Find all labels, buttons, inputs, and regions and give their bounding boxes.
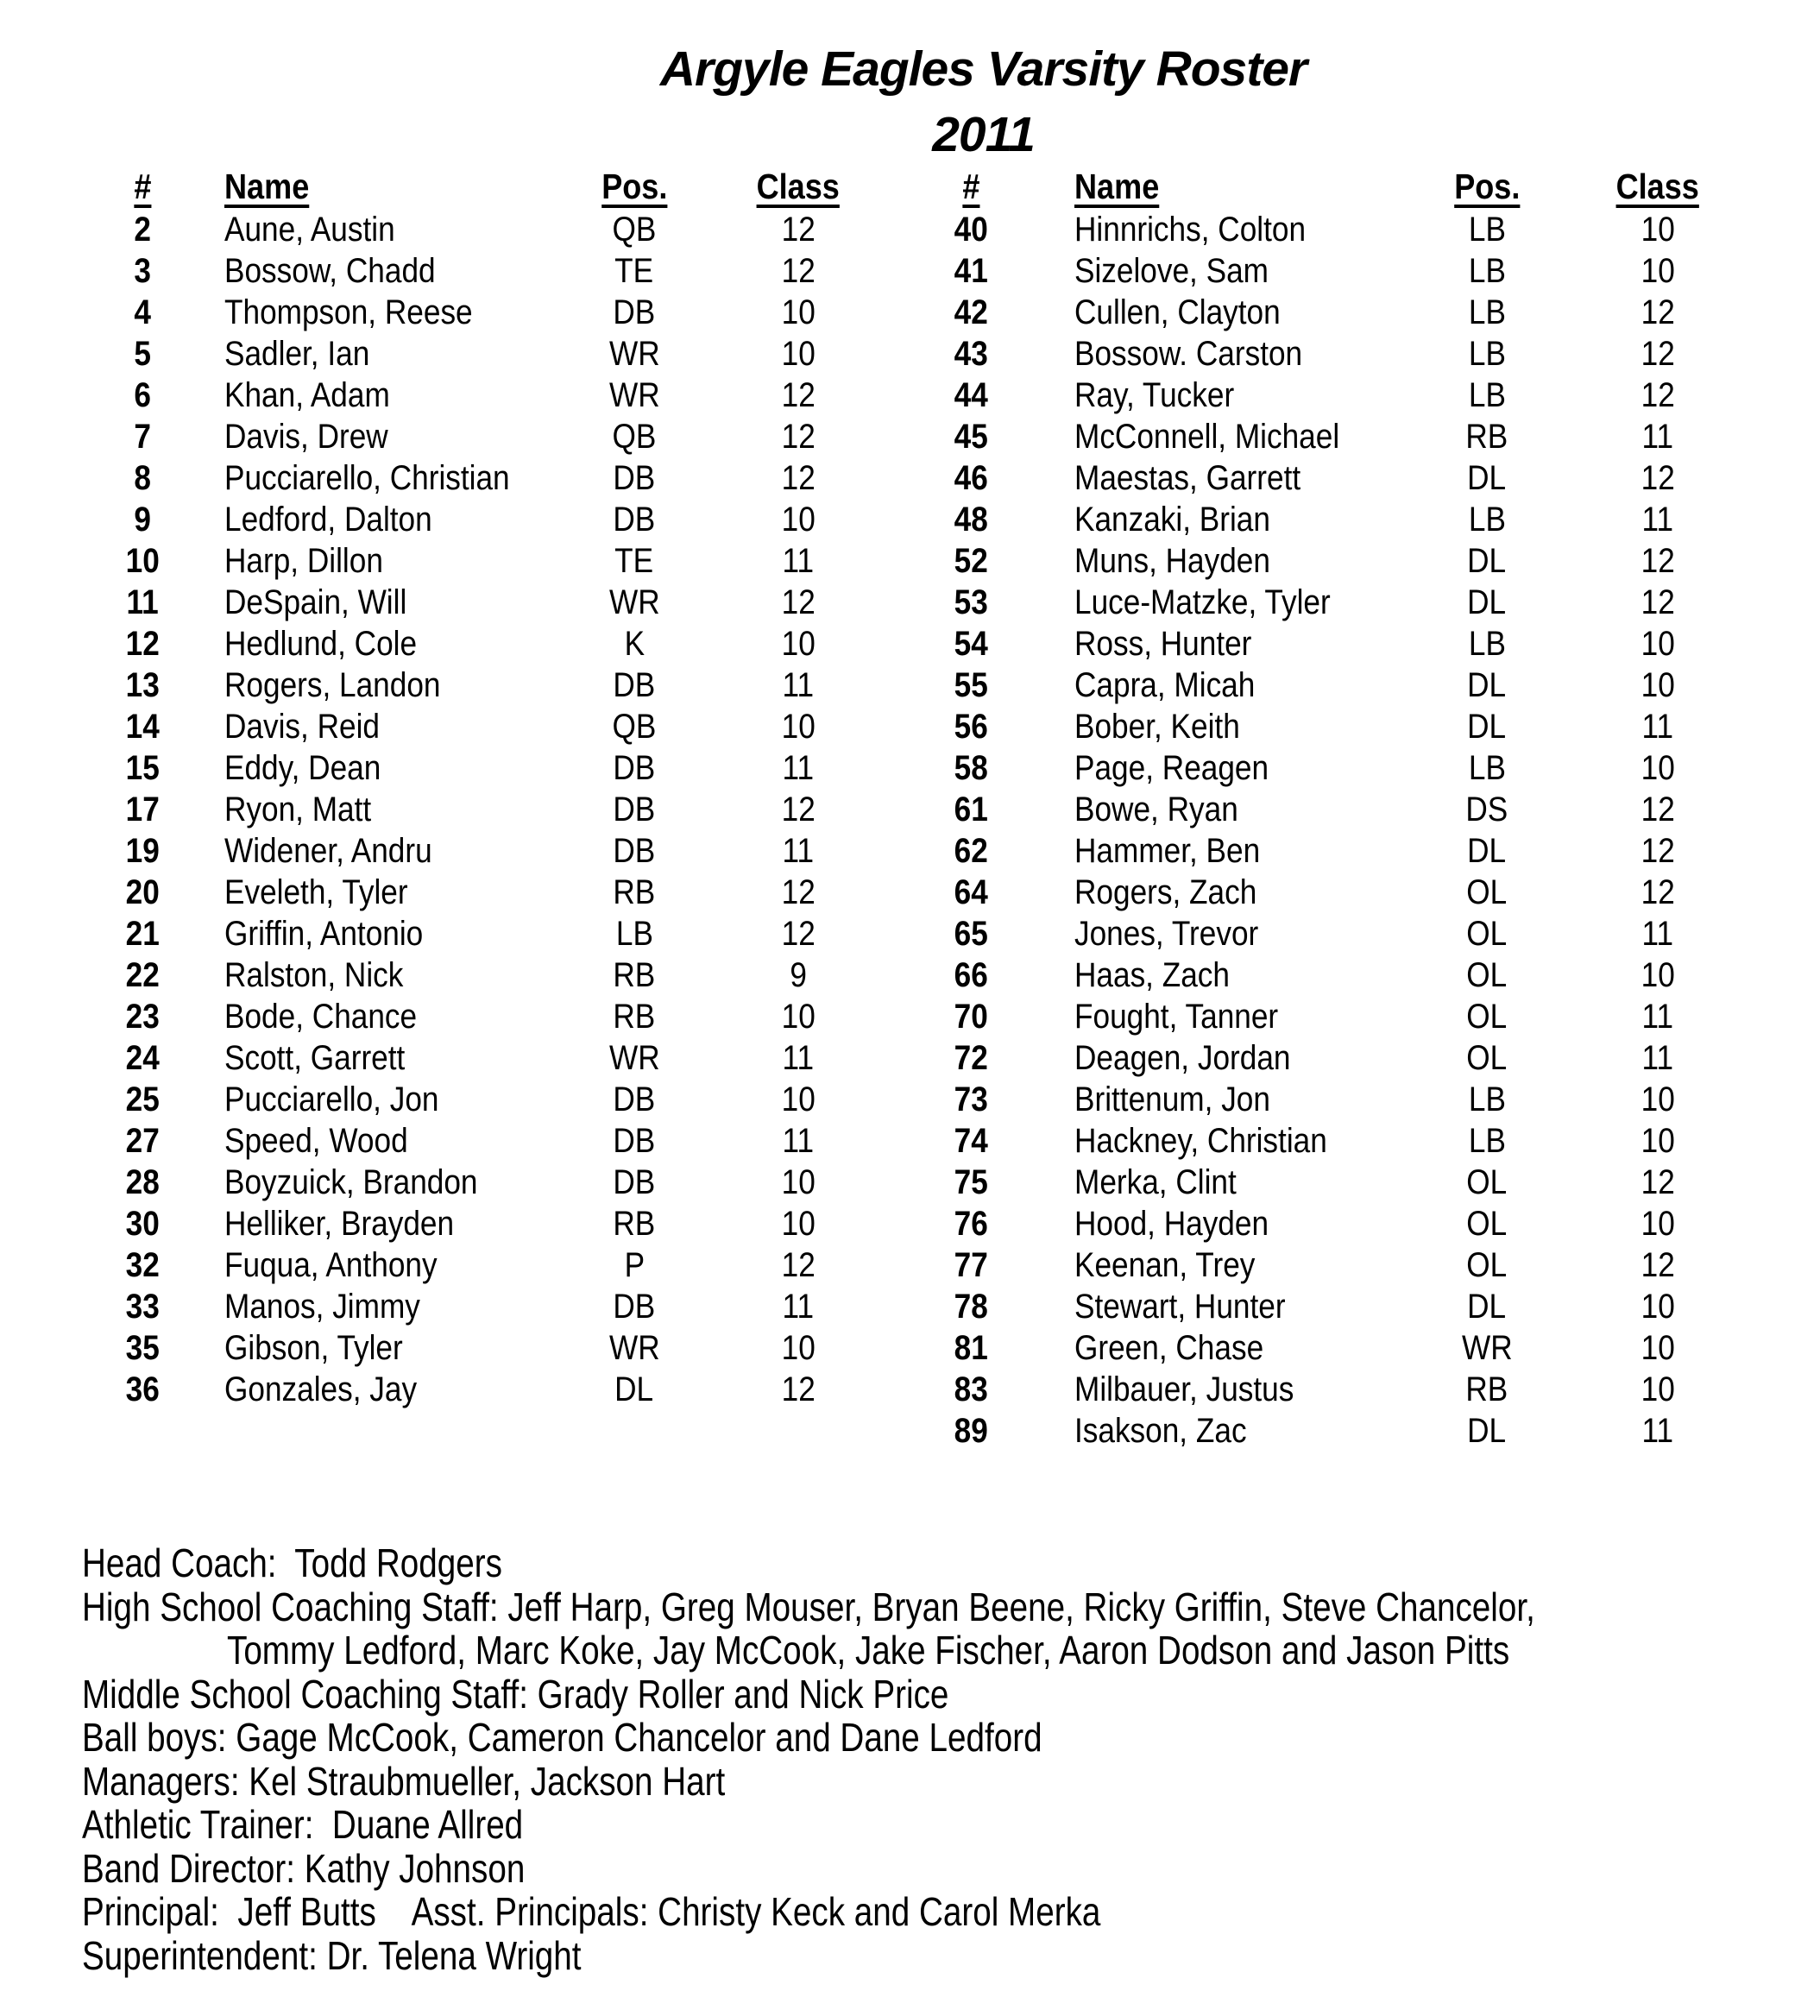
staff-line: Managers: Kel Straubmueller, Jackson Hart bbox=[82, 1758, 726, 1804]
roster-cell-cls: 12 bbox=[1641, 293, 1675, 331]
roster-cell-name: DeSpain, Will bbox=[224, 583, 407, 621]
roster-cell-cls: 10 bbox=[781, 1080, 816, 1118]
roster-cell-cls: 9 bbox=[790, 956, 807, 994]
roster-cell-pos: LB bbox=[615, 915, 653, 953]
column-header-name: Name bbox=[1074, 167, 1160, 206]
roster-cell-pos: OL bbox=[1466, 1163, 1508, 1201]
roster-cell-cls: 12 bbox=[1641, 335, 1675, 373]
roster-cell-cls: 11 bbox=[782, 832, 815, 870]
roster-cell-num: 89 bbox=[954, 1412, 988, 1450]
roster-cell-pos: DB bbox=[613, 459, 656, 497]
roster-cell-num: 61 bbox=[954, 791, 988, 828]
roster-cell-pos: RB bbox=[613, 998, 656, 1036]
roster-cell-name: Brittenum, Jon bbox=[1074, 1080, 1270, 1118]
staff-line: Superintendent: Dr. Telena Wright bbox=[82, 1932, 582, 1978]
roster-cell-cls: 10 bbox=[781, 335, 816, 373]
roster-cell-name: Cullen, Clayton bbox=[1074, 293, 1281, 331]
roster-cell-cls: 10 bbox=[1641, 956, 1675, 994]
roster-cell-num: 28 bbox=[125, 1163, 160, 1201]
roster-cell-num: 19 bbox=[125, 832, 160, 870]
roster-cell-pos: OL bbox=[1466, 873, 1508, 911]
roster-cell-pos: DL bbox=[1467, 542, 1507, 580]
roster-cell-cls: 11 bbox=[1641, 1039, 1674, 1077]
roster-cell-cls: 10 bbox=[781, 293, 816, 331]
roster-cell-name: Davis, Drew bbox=[224, 418, 388, 456]
roster-cell-num: 56 bbox=[954, 708, 988, 746]
roster-cell-pos: K bbox=[624, 625, 645, 663]
roster-cell-num: 3 bbox=[134, 252, 151, 290]
roster-cell-num: 7 bbox=[134, 418, 151, 456]
roster-cell-num: 14 bbox=[125, 708, 160, 746]
roster-cell-name: Griffin, Antonio bbox=[224, 915, 424, 953]
roster-cell-cls: 12 bbox=[781, 915, 816, 953]
roster-cell-pos: DL bbox=[1467, 708, 1507, 746]
roster-cell-pos: DL bbox=[1467, 832, 1507, 870]
roster-cell-num: 35 bbox=[125, 1329, 160, 1367]
title-year: 2011 bbox=[932, 107, 1035, 162]
staff-line: Ball boys: Gage McCook, Cameron Chancelor and Dane Ledford bbox=[82, 1715, 1042, 1760]
roster-cell-cls: 12 bbox=[1641, 376, 1675, 414]
roster-cell-name: Sizelove, Sam bbox=[1074, 252, 1269, 290]
roster-cell-name: Merka, Clint bbox=[1074, 1163, 1237, 1201]
roster-cell-name: Khan, Adam bbox=[224, 376, 390, 414]
roster-cell-name: Hammer, Ben bbox=[1074, 832, 1261, 870]
roster-cell-num: 42 bbox=[954, 293, 988, 331]
roster-cell-cls: 10 bbox=[1641, 1080, 1675, 1118]
roster-cell-name: Green, Chase bbox=[1074, 1329, 1264, 1367]
roster-cell-num: 62 bbox=[954, 832, 988, 870]
roster-cell-pos: DB bbox=[613, 1163, 656, 1201]
roster-cell-cls: 10 bbox=[781, 1163, 816, 1201]
roster-cell-pos: LB bbox=[1468, 211, 1506, 249]
roster-cell-cls: 12 bbox=[1641, 1246, 1675, 1284]
roster-cell-num: 41 bbox=[954, 252, 988, 290]
roster-cell-cls: 11 bbox=[1641, 418, 1674, 456]
roster-cell-pos: OL bbox=[1466, 1246, 1508, 1284]
roster-cell-name: Ross, Hunter bbox=[1074, 625, 1252, 663]
roster-cell-num: 55 bbox=[954, 666, 988, 704]
roster-cell-num: 81 bbox=[954, 1329, 988, 1367]
roster-cell-pos: OL bbox=[1466, 1205, 1508, 1243]
roster-cell-num: 43 bbox=[954, 335, 988, 373]
roster-cell-num: 30 bbox=[125, 1205, 160, 1243]
roster-cell-cls: 11 bbox=[1641, 501, 1674, 539]
roster-cell-cls: 10 bbox=[781, 1205, 816, 1243]
roster-cell-name: Hackney, Christian bbox=[1074, 1122, 1327, 1160]
roster-cell-name: Ray, Tucker bbox=[1074, 376, 1235, 414]
roster-cell-name: Bode, Chance bbox=[224, 998, 418, 1036]
column-header-class: Class bbox=[1615, 167, 1700, 206]
roster-cell-pos: DL bbox=[1467, 459, 1507, 497]
roster-cell-cls: 12 bbox=[1641, 583, 1675, 621]
roster-cell-num: 20 bbox=[125, 873, 160, 911]
roster-cell-num: 65 bbox=[954, 915, 988, 953]
roster-cell-name: Bowe, Ryan bbox=[1074, 791, 1238, 828]
roster-cell-cls: 12 bbox=[1641, 873, 1675, 911]
roster-cell-name: Scott, Garrett bbox=[224, 1039, 406, 1077]
roster-cell-name: Fuqua, Anthony bbox=[224, 1246, 438, 1284]
roster-cell-num: 44 bbox=[954, 376, 988, 414]
roster-cell-name: Bossow. Carston bbox=[1074, 335, 1303, 373]
roster-cell-name: Rogers, Landon bbox=[224, 666, 441, 704]
roster-cell-num: 15 bbox=[125, 749, 160, 787]
roster-cell-name: Davis, Reid bbox=[224, 708, 380, 746]
roster-cell-pos: LB bbox=[1468, 1122, 1506, 1160]
roster-cell-pos: RB bbox=[1465, 418, 1508, 456]
roster-cell-num: 22 bbox=[125, 956, 160, 994]
roster-cell-cls: 11 bbox=[1641, 915, 1674, 953]
roster-cell-pos: LB bbox=[1468, 293, 1506, 331]
roster-cell-cls: 10 bbox=[781, 501, 816, 539]
column-header-pos: Pos. bbox=[1453, 167, 1521, 206]
roster-cell-num: 4 bbox=[134, 293, 151, 331]
roster-cell-cls: 12 bbox=[781, 1370, 816, 1408]
column-header-name: Name bbox=[224, 167, 310, 206]
roster-cell-num: 5 bbox=[134, 335, 151, 373]
roster-cell-num: 58 bbox=[954, 749, 988, 787]
roster-cell-pos: DB bbox=[613, 293, 656, 331]
roster-cell-name: Bober, Keith bbox=[1074, 708, 1240, 746]
roster-cell-pos: LB bbox=[1468, 625, 1506, 663]
roster-cell-name: Manos, Jimmy bbox=[224, 1288, 420, 1326]
roster-cell-pos: QB bbox=[612, 708, 657, 746]
roster-cell-pos: OL bbox=[1466, 956, 1508, 994]
roster-cell-pos: OL bbox=[1466, 1039, 1508, 1077]
staff-line: Principal: Jeff Butts Asst. Principals: Christy Keck and Carol Merka bbox=[82, 1889, 1101, 1934]
roster-cell-num: 78 bbox=[954, 1288, 988, 1326]
roster-cell-pos: DB bbox=[613, 1288, 656, 1326]
roster-cell-num: 36 bbox=[125, 1370, 160, 1408]
roster-cell-pos: LB bbox=[1468, 335, 1506, 373]
roster-cell-num: 8 bbox=[134, 459, 151, 497]
roster-cell-num: 11 bbox=[126, 583, 159, 621]
roster-cell-num: 25 bbox=[125, 1080, 160, 1118]
roster-cell-cls: 11 bbox=[782, 1039, 815, 1077]
roster-cell-pos: RB bbox=[613, 1205, 656, 1243]
roster-cell-num: 24 bbox=[125, 1039, 160, 1077]
roster-cell-cls: 10 bbox=[1641, 1288, 1675, 1326]
roster-cell-name: Page, Reagen bbox=[1074, 749, 1269, 787]
title-line: Argyle Eagles Varsity Roster bbox=[659, 41, 1307, 97]
roster-table-right bbox=[941, 164, 1757, 1452]
roster-cell-cls: 12 bbox=[781, 418, 816, 456]
roster-table-left bbox=[112, 164, 897, 1410]
column-header-number: # bbox=[133, 167, 152, 206]
roster-cell-cls: 10 bbox=[1641, 1370, 1675, 1408]
roster-cell-num: 48 bbox=[954, 501, 988, 539]
roster-cell-pos: LB bbox=[1468, 749, 1506, 787]
roster-cell-name: Jones, Trevor bbox=[1074, 915, 1259, 953]
roster-cell-num: 70 bbox=[954, 998, 988, 1036]
roster-cell-pos: RB bbox=[613, 956, 656, 994]
roster-cell-num: 17 bbox=[125, 791, 160, 828]
roster-cell-cls: 11 bbox=[1641, 708, 1674, 746]
roster-cell-name: Sadler, Ian bbox=[224, 335, 370, 373]
roster-cell-num: 75 bbox=[954, 1163, 988, 1201]
roster-cell-num: 74 bbox=[954, 1122, 988, 1160]
roster-cell-name: Deagen, Jordan bbox=[1074, 1039, 1291, 1077]
roster-cell-name: Thompson, Reese bbox=[224, 293, 473, 331]
roster-cell-name: Bossow, Chadd bbox=[224, 252, 436, 290]
roster-cell-cls: 12 bbox=[781, 873, 816, 911]
page-title bbox=[147, 36, 1820, 167]
roster-cell-pos: QB bbox=[612, 418, 657, 456]
roster-cell-cls: 10 bbox=[1641, 749, 1675, 787]
roster-cell-name: Pucciarello, Christian bbox=[224, 459, 510, 497]
roster-cell-name: Helliker, Brayden bbox=[224, 1205, 455, 1243]
roster-cell-name: Ralston, Nick bbox=[224, 956, 404, 994]
roster-cell-cls: 12 bbox=[781, 791, 816, 828]
roster-cell-cls: 12 bbox=[1641, 459, 1675, 497]
roster-cell-num: 64 bbox=[954, 873, 988, 911]
staff-line: Band Director: Kathy Johnson bbox=[82, 1845, 526, 1891]
roster-cell-name: Hedlund, Cole bbox=[224, 625, 418, 663]
roster-cell-num: 73 bbox=[954, 1080, 988, 1118]
roster-cell-num: 83 bbox=[954, 1370, 988, 1408]
roster-cell-cls: 10 bbox=[781, 998, 816, 1036]
roster-cell-pos: WR bbox=[1461, 1329, 1513, 1367]
roster-cell-pos: DS bbox=[1465, 791, 1508, 828]
roster-cell-name: Muns, Hayden bbox=[1074, 542, 1270, 580]
roster-cell-pos: OL bbox=[1466, 915, 1508, 953]
column-header-number: # bbox=[961, 167, 980, 206]
roster-cell-name: Widener, Andru bbox=[224, 832, 432, 870]
roster-cell-num: 53 bbox=[954, 583, 988, 621]
roster-cell-name: Stewart, Hunter bbox=[1074, 1288, 1286, 1326]
roster-cell-pos: DB bbox=[613, 832, 656, 870]
roster-cell-pos: DB bbox=[613, 666, 656, 704]
roster-cell-name: Pucciarello, Jon bbox=[224, 1080, 439, 1118]
staff-line: Middle School Coaching Staff: Grady Roller and Nick Price bbox=[82, 1671, 949, 1717]
roster-cell-pos: P bbox=[624, 1246, 645, 1284]
roster-cell-pos: DB bbox=[613, 791, 656, 828]
roster-cell-name: Ledford, Dalton bbox=[224, 501, 432, 539]
roster-cell-name: Hood, Hayden bbox=[1074, 1205, 1269, 1243]
roster-cell-name: Isakson, Zac bbox=[1074, 1412, 1247, 1450]
roster-cell-cls: 12 bbox=[781, 1246, 816, 1284]
roster-cell-num: 40 bbox=[954, 211, 988, 249]
roster-cell-cls: 11 bbox=[1641, 998, 1674, 1036]
roster-cell-pos: LB bbox=[1468, 1080, 1506, 1118]
roster-cell-cls: 10 bbox=[1641, 252, 1675, 290]
roster-cell-name: Gibson, Tyler bbox=[224, 1329, 403, 1367]
roster-cell-num: 72 bbox=[954, 1039, 988, 1077]
roster-cell-num: 46 bbox=[954, 459, 988, 497]
roster-cell-pos: LB bbox=[1468, 501, 1506, 539]
roster-cell-pos: WR bbox=[608, 376, 660, 414]
roster-cell-name: Ryon, Matt bbox=[224, 791, 372, 828]
roster-cell-cls: 11 bbox=[782, 542, 815, 580]
roster-cell-cls: 11 bbox=[1641, 1412, 1674, 1450]
roster-cell-pos: DB bbox=[613, 1122, 656, 1160]
roster-cell-name: Eveleth, Tyler bbox=[224, 873, 408, 911]
roster-cell-name: Capra, Micah bbox=[1074, 666, 1256, 704]
roster-cell-name: Gonzales, Jay bbox=[224, 1370, 418, 1408]
roster-cell-pos: TE bbox=[614, 542, 654, 580]
roster-cell-cls: 12 bbox=[781, 459, 816, 497]
roster-cell-cls: 12 bbox=[781, 376, 816, 414]
column-header-pos: Pos. bbox=[601, 167, 668, 206]
roster-cell-cls: 10 bbox=[1641, 666, 1675, 704]
roster-cell-num: 54 bbox=[954, 625, 988, 663]
roster-cell-name: Speed, Wood bbox=[224, 1122, 408, 1160]
roster-cell-name: Boyzuick, Brandon bbox=[224, 1163, 478, 1201]
roster-cell-name: Keenan, Trey bbox=[1074, 1246, 1256, 1284]
roster-cell-cls: 12 bbox=[1641, 542, 1675, 580]
roster-cell-pos: OL bbox=[1466, 998, 1508, 1036]
roster-cell-cls: 10 bbox=[781, 708, 816, 746]
roster-cell-name: Maestas, Garrett bbox=[1074, 459, 1301, 497]
roster-cell-pos: LB bbox=[1468, 252, 1506, 290]
roster-cell-cls: 10 bbox=[1641, 1205, 1675, 1243]
roster-cell-name: Kanzaki, Brian bbox=[1074, 501, 1270, 539]
roster-cell-name: McConnell, Michael bbox=[1074, 418, 1340, 456]
roster-cell-name: Luce-Matzke, Tyler bbox=[1074, 583, 1331, 621]
roster-cell-name: Milbauer, Justus bbox=[1074, 1370, 1294, 1408]
column-header-class: Class bbox=[756, 167, 841, 206]
roster-cell-cls: 11 bbox=[782, 1122, 815, 1160]
roster-cell-cls: 10 bbox=[1641, 1122, 1675, 1160]
roster-cell-pos: RB bbox=[1465, 1370, 1508, 1408]
roster-cell-name: Haas, Zach bbox=[1074, 956, 1230, 994]
roster-cell-cls: 10 bbox=[781, 1329, 816, 1367]
roster-cell-num: 2 bbox=[134, 211, 151, 249]
roster-cell-pos: DL bbox=[1467, 583, 1507, 621]
roster-cell-cls: 12 bbox=[1641, 1163, 1675, 1201]
roster-cell-num: 33 bbox=[125, 1288, 160, 1326]
staff-line: Athletic Trainer: Duane Allred bbox=[82, 1802, 524, 1847]
roster-cell-num: 10 bbox=[125, 542, 160, 580]
roster-cell-cls: 12 bbox=[781, 252, 816, 290]
roster-cell-name: Eddy, Dean bbox=[224, 749, 381, 787]
roster-cell-pos: DL bbox=[1467, 666, 1507, 704]
roster-cell-pos: QB bbox=[612, 211, 657, 249]
roster-cell-cls: 10 bbox=[1641, 625, 1675, 663]
roster-cell-num: 77 bbox=[954, 1246, 988, 1284]
roster-cell-pos: WR bbox=[608, 335, 660, 373]
roster-cell-num: 52 bbox=[954, 542, 988, 580]
roster-cell-num: 23 bbox=[125, 998, 160, 1036]
roster-cell-pos: RB bbox=[613, 873, 656, 911]
roster-cell-cls: 10 bbox=[781, 625, 816, 663]
roster-cell-cls: 11 bbox=[782, 1288, 815, 1326]
roster-cell-pos: DB bbox=[613, 501, 656, 539]
roster-cell-cls: 11 bbox=[782, 749, 815, 787]
roster-cell-pos: WR bbox=[608, 583, 660, 621]
roster-cell-pos: TE bbox=[614, 252, 654, 290]
roster-cell-cls: 11 bbox=[782, 666, 815, 704]
roster-cell-name: Harp, Dillon bbox=[224, 542, 383, 580]
roster-cell-num: 6 bbox=[134, 376, 151, 414]
roster-cell-pos: WR bbox=[608, 1039, 660, 1077]
roster-cell-cls: 12 bbox=[1641, 791, 1675, 828]
staff-line: Head Coach: Todd Rodgers bbox=[82, 1540, 502, 1585]
roster-cell-num: 13 bbox=[125, 666, 160, 704]
roster-cell-num: 9 bbox=[134, 501, 151, 539]
roster-cell-num: 12 bbox=[125, 625, 160, 663]
roster-cell-name: Aune, Austin bbox=[224, 211, 395, 249]
roster-cell-num: 21 bbox=[125, 915, 160, 953]
roster-cell-pos: DB bbox=[613, 1080, 656, 1118]
roster-cell-pos: LB bbox=[1468, 376, 1506, 414]
roster-cell-num: 76 bbox=[954, 1205, 988, 1243]
roster-cell-pos: DL bbox=[1467, 1412, 1507, 1450]
roster-cell-num: 27 bbox=[125, 1122, 160, 1160]
roster-cell-pos: WR bbox=[608, 1329, 660, 1367]
roster-cell-pos: DL bbox=[614, 1370, 654, 1408]
staff-line: Tommy Ledford, Marc Koke, Jay McCook, Jake Fischer, Aaron Dodson and Jason Pitts bbox=[227, 1628, 1510, 1673]
roster-cell-cls: 12 bbox=[1641, 832, 1675, 870]
staff-line: High School Coaching Staff: Jeff Harp, Greg Mouser, Bryan Beene, Ricky Griffin, Steve Chancelor, bbox=[82, 1584, 1535, 1629]
roster-cell-name: Hinnrichs, Colton bbox=[1074, 211, 1307, 249]
roster-cell-name: Rogers, Zach bbox=[1074, 873, 1257, 911]
roster-cell-num: 66 bbox=[954, 956, 988, 994]
roster-cell-num: 32 bbox=[125, 1246, 160, 1284]
roster-cell-name: Fought, Tanner bbox=[1074, 998, 1279, 1036]
roster-cell-pos: DB bbox=[613, 749, 656, 787]
roster-cell-num: 45 bbox=[954, 418, 988, 456]
roster-cell-cls: 12 bbox=[781, 583, 816, 621]
roster-cell-cls: 12 bbox=[781, 211, 816, 249]
roster-cell-cls: 10 bbox=[1641, 211, 1675, 249]
staff-info-block bbox=[82, 1541, 1812, 1977]
roster-cell-pos: DL bbox=[1467, 1288, 1507, 1326]
roster-cell-cls: 10 bbox=[1641, 1329, 1675, 1367]
